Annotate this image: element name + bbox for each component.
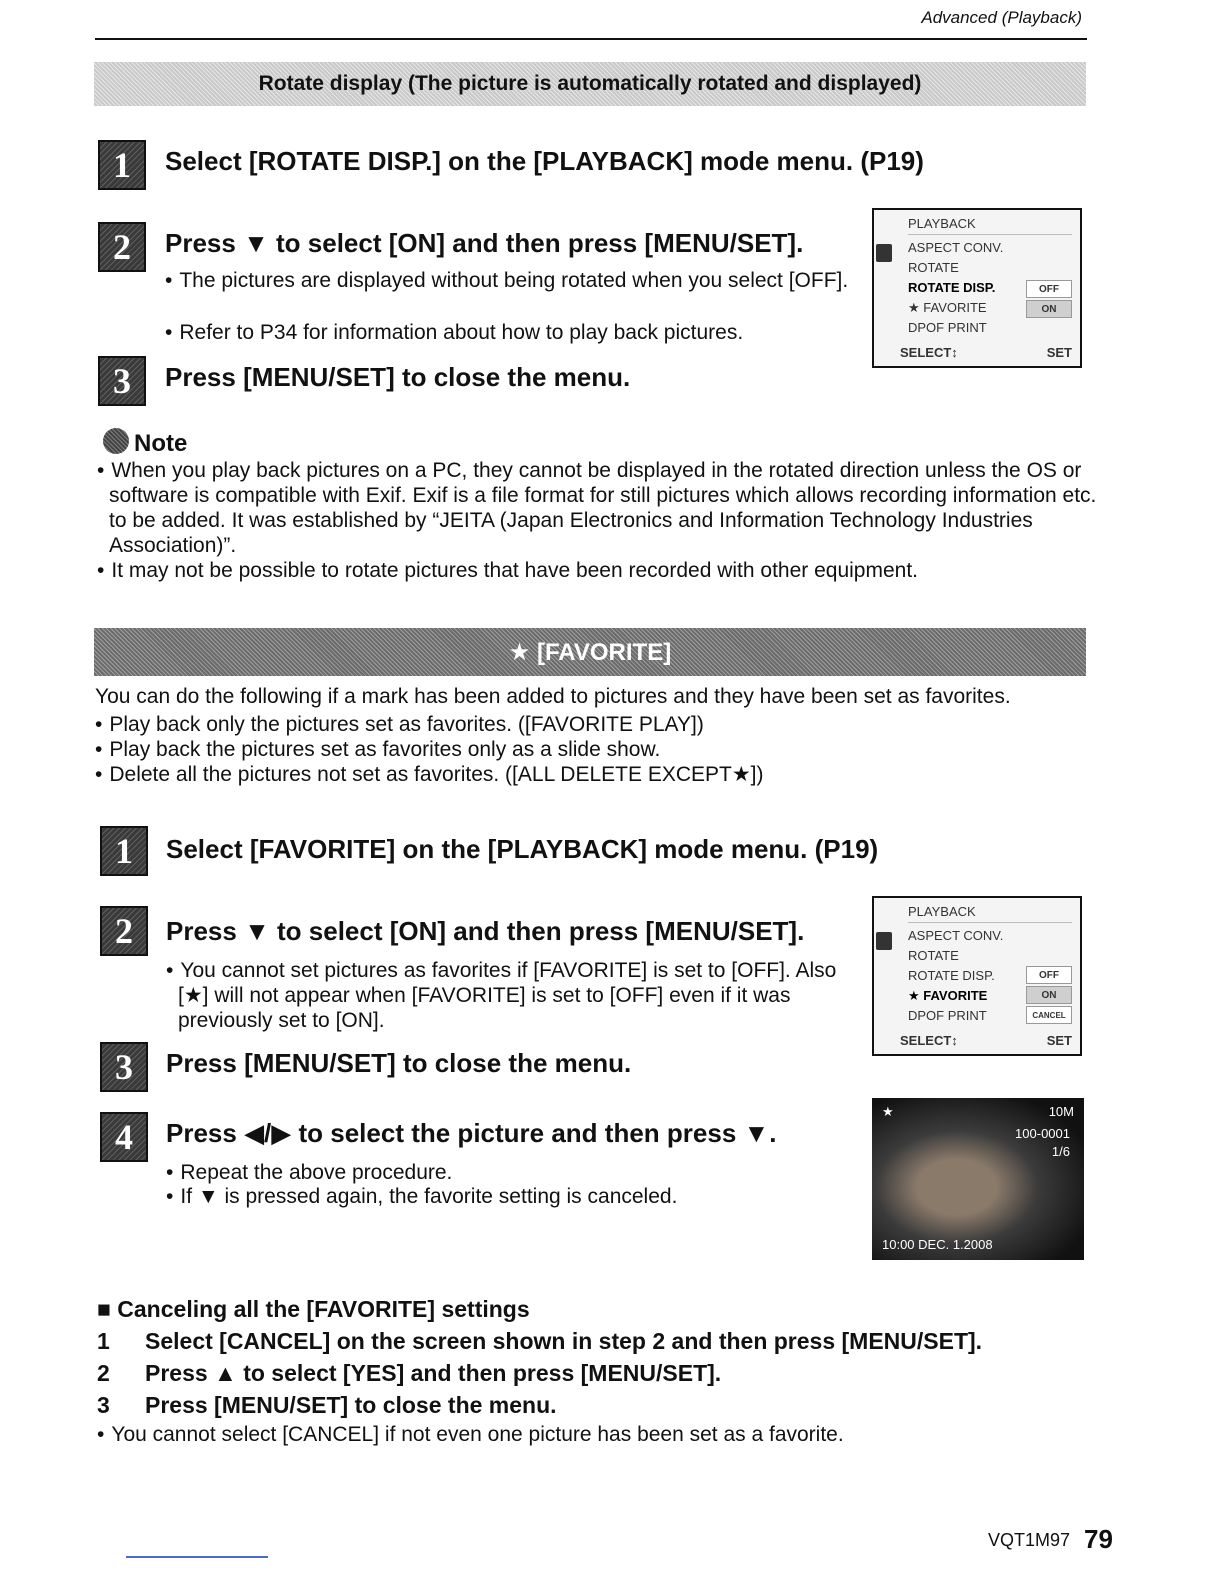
- menu-item-selected: ★ FAVORITE: [908, 988, 988, 1003]
- step-3-title: Press [MENU/SET] to close the menu.: [165, 362, 631, 392]
- menu-item: ROTATE: [908, 948, 959, 963]
- fav-step-4-title: Press ◀/▶ to select the picture and then press ▼.: [166, 1118, 777, 1148]
- page-number: 79: [1084, 1524, 1113, 1554]
- menu-option-on: ON: [1026, 300, 1072, 318]
- menu-select-hint: SELECT↕: [900, 345, 958, 360]
- fav-step-1-badge: 1: [100, 826, 148, 876]
- step-2-title: Press ▼ to select [ON] and then press [MENU/SET].: [165, 228, 804, 258]
- fav-step-2-title: Press ▼ to select [ON] and then press [MENU/SET].: [166, 916, 805, 946]
- cancel-step-num: 1: [97, 1328, 110, 1354]
- menu-item: DPOF PRINT: [908, 1008, 987, 1023]
- recording-date: 10:00 DEC. 1.2008: [882, 1237, 993, 1252]
- fav-step-2-badge: 2: [100, 906, 148, 956]
- menu-option-cancel: CANCEL: [1026, 1006, 1072, 1024]
- header-divider: [95, 38, 1087, 40]
- note-icon: [103, 428, 129, 454]
- menu-item: ASPECT CONV.: [908, 240, 1004, 255]
- favorite-section-bar: [94, 628, 1086, 676]
- menu-title: PLAYBACK: [908, 904, 976, 919]
- cancel-step-text: Press ▲ to select [YES] and then press [MENU/SET].: [145, 1360, 722, 1386]
- menu-divider: [908, 234, 1072, 235]
- fav-step-4-bullet: • Repeat the above procedure.: [166, 1160, 452, 1185]
- fav-step-3-badge: 3: [100, 1042, 148, 1092]
- menu-item: ROTATE DISP.: [908, 968, 995, 983]
- cancel-step-text: Press [MENU/SET] to close the menu.: [145, 1392, 557, 1418]
- menu-select-hint: SELECT↕: [900, 1033, 958, 1048]
- fav-step-3-title: Press [MENU/SET] to close the menu.: [166, 1048, 632, 1078]
- playback-tab-icon: [876, 932, 892, 950]
- menu-side-tabs: [876, 244, 894, 274]
- menu-set-hint: SET: [1046, 345, 1072, 360]
- cancel-step-num: 3: [97, 1392, 110, 1418]
- file-number: 100-0001: [1015, 1126, 1070, 1141]
- rotate-menu-screenshot: [872, 208, 1082, 368]
- rotate-section-title: Rotate display (The picture is automatically rotated and displayed): [258, 72, 922, 95]
- playback-tab-icon: [876, 244, 892, 262]
- cancel-footnote: • You cannot select [CANCEL] if not even one picture has been set as a favorite.: [97, 1422, 844, 1447]
- favorite-photo-screenshot: [872, 1098, 1084, 1260]
- resolution-badge: 10M: [1048, 1104, 1074, 1119]
- menu-option-off: OFF: [1026, 280, 1072, 298]
- rotate-section-bar: [94, 62, 1086, 106]
- menu-set-hint: SET: [1046, 1033, 1072, 1048]
- step-3-badge: 3: [98, 356, 146, 406]
- favorite-intro-bullet: • Delete all the pictures not set as favorites. ([ALL DELETE EXCEPT★]): [95, 762, 764, 787]
- cancel-step-text: Select [CANCEL] on the screen shown in step 2 and then press [MENU/SET].: [145, 1328, 983, 1354]
- menu-side-tabs: [876, 932, 894, 962]
- footer-accent-line: [126, 1556, 268, 1558]
- model-code: VQT1M97: [988, 1530, 1071, 1550]
- step-2-bullet: • The pictures are displayed without being rotated when you select [OFF].: [165, 268, 867, 293]
- menu-item: ROTATE: [908, 260, 959, 275]
- fav-step-1-title: Select [FAVORITE] on the [PLAYBACK] mode menu. (P19): [166, 834, 879, 864]
- favorite-section-title: ★ [FAVORITE]: [508, 638, 672, 666]
- step-1-title: Select [ROTATE DISP.] on the [PLAYBACK] mode menu. (P19): [165, 146, 924, 176]
- favorite-menu-screenshot: [872, 896, 1082, 1056]
- menu-item: DPOF PRINT: [908, 320, 987, 335]
- menu-option-on: ON: [1026, 986, 1072, 1004]
- favorite-intro: You can do the following if a mark has been added to pictures and they have been set as favorites.: [95, 685, 1011, 708]
- fav-step-4-badge: 4: [100, 1112, 148, 1162]
- note-bullet: • It may not be possible to rotate pictures that have been recorded with other equipment.: [97, 558, 918, 583]
- menu-title: PLAYBACK: [908, 216, 976, 231]
- favorite-star-icon: ★: [882, 1104, 894, 1119]
- step-2-badge: 2: [98, 222, 146, 272]
- menu-option-off: OFF: [1026, 966, 1072, 984]
- note-bullet: • When you play back pictures on a PC, they cannot be displayed in the rotated direction unless the OS or software is compatible with Exif. Exif is a file format for still pictures which allows recording information etc. to be added. It was established by “JEITA (Japan Electronics and Information Technology Industries Association)”.: [97, 458, 1099, 558]
- fav-step-2-bullet: • You cannot set pictures as favorites if [FAVORITE] is set to [OFF]. Also [★] will not appear when [FAVORITE] is set to [OFF] even if it was previously set to [ON].: [166, 958, 868, 1033]
- header-section-title: Advanced (Playback): [921, 8, 1082, 27]
- menu-item: ASPECT CONV.: [908, 928, 1004, 943]
- menu-divider: [908, 922, 1072, 923]
- cancel-step-num: 2: [97, 1360, 110, 1386]
- menu-item: ★ FAVORITE: [908, 300, 987, 315]
- step-2-bullet: • Refer to P34 for information about how to play back pictures.: [165, 320, 743, 345]
- note-label: Note: [134, 430, 188, 457]
- picture-count: 1/6: [1051, 1144, 1070, 1159]
- cancel-heading: ■ Canceling all the [FAVORITE] settings: [97, 1296, 530, 1322]
- favorite-intro-bullet: • Play back only the pictures set as favorites. ([FAVORITE PLAY]): [95, 712, 704, 737]
- step-1-badge: 1: [98, 140, 146, 190]
- menu-item-selected: ROTATE DISP.: [908, 280, 996, 295]
- fav-step-4-bullet: • If ▼ is pressed again, the favorite setting is canceled.: [166, 1184, 677, 1209]
- favorite-intro-bullet: • Play back the pictures set as favorites only as a slide show.: [95, 737, 660, 762]
